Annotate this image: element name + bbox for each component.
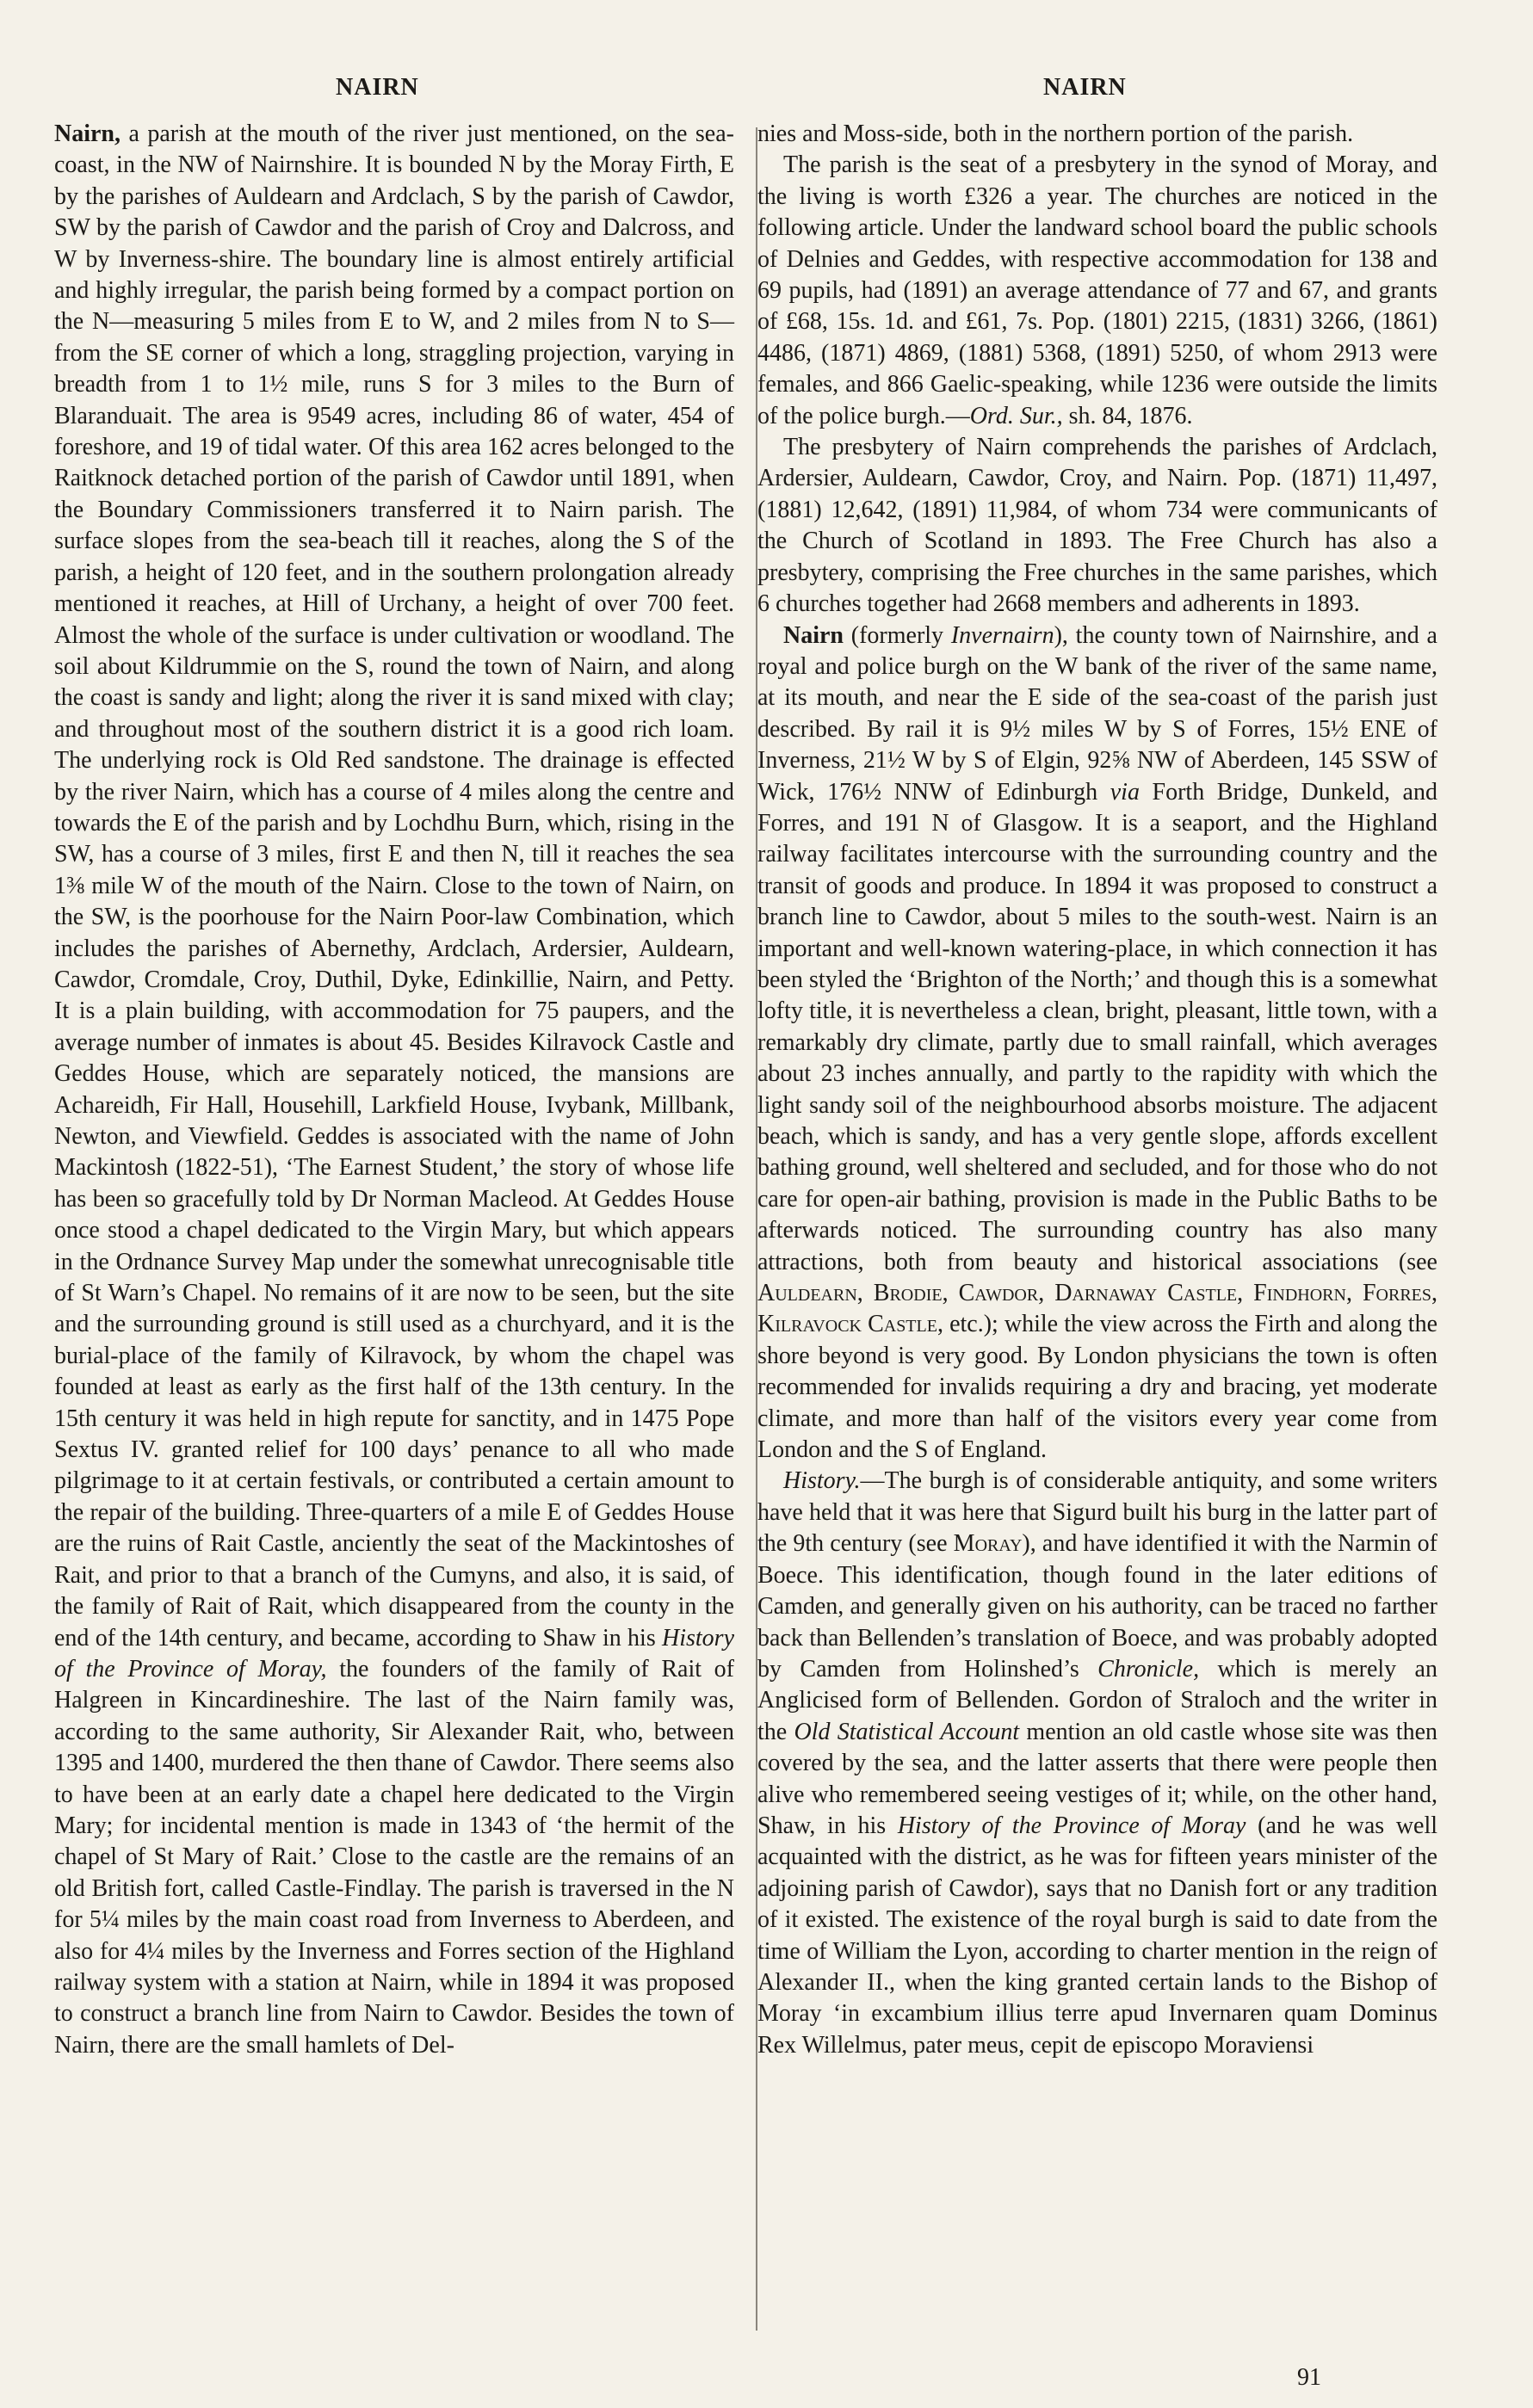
- text-run: (and he was well acquainted with the district, as he was for fifteen years minister of the adjoining parish of Cawdor), says that no Danish fort or any tradition of it existed. The existence of the royal burgh is said to date from the time of William the Lyon, according to charter mention in the reign of Alexander II., when the king granted certain lands to the Bishop of Moray ‘in excambium illius terre apud Invernaren quam Dominus Rex Willelmus, pater meus, cepit de episcopo Moraviensi: [757, 1812, 1438, 2059]
- article-nairn-town: [757, 621, 1437, 1466]
- cross-reference: Moray: [953, 1530, 1023, 1558]
- text-run: —The burgh is of considerable antiquity, and some writers have held that it was here that Sigurd built his burg in the latter part of the 9th century (see: [757, 1467, 1437, 1558]
- cross-reference: Auldearn, Brodie, Cawdor, Darnaway Castle, Findhorn, Forres, Kilravock Castle,: [757, 1280, 1437, 1338]
- italic-text: Ord. Sur.,: [969, 402, 1063, 429]
- running-head-left: NAIRN: [336, 74, 419, 101]
- left-column: [54, 119, 734, 2061]
- paragraph-continuation: [757, 119, 1437, 150]
- text-run: The parish is the seat of a presbytery in the synod of Moray, and the living is worth £326 a year. The churches are noticed in the following article. Under the landward school board the public schools of Delnies and Geddes, with respective accommodation for 138 and 69 pupils, had (1891) an average attendance of 77 and 67, and grants of £68, 15s. 1d. and £61, 7s. Pop. (1801) 2215, (1831) 3266, (1861) 4486, (1871) 4869, (1881) 5368, (1891) 5250, of whom 2913 were females, and 866 Gaelic-speaking, while 1236 were outside the limits of the police burgh.—: [757, 151, 1437, 429]
- italic-text: Chronicle,: [1097, 1655, 1200, 1683]
- page-number: 91: [1297, 2364, 1321, 2391]
- text-run: ), the county town of Nairnshire, and a royal and police burgh on the W bank of the river of the same name, at its mouth, and near the E side of the sea-coast of the parish just described. By rail it is 9½ miles W by S of Forres, 15½ ENE of Inverness, 21½ W by S of Elgin, 92⅝ NW of Aberdeen, 145 SSW of Wick, 176½ NNW of Edinburgh: [757, 621, 1437, 806]
- headword: Nairn: [783, 621, 844, 649]
- right-column: [757, 119, 1437, 2061]
- text-run: etc.); while the view across the Firth and along the shore beyond is very good. By London physicians the town is often recommended for invalids requiring a dry and bracing, yet moderate climate, and more than half of the visitors every year come from London and the S of England.: [757, 1311, 1437, 1464]
- text-run: (formerly: [844, 621, 951, 649]
- text-run: which is merely an Anglicised form of Bellenden. Gordon of Straloch and the writer in the: [757, 1655, 1437, 1745]
- article-nairn-parish: [54, 119, 734, 2061]
- running-head-right: NAIRN: [1043, 74, 1127, 101]
- italic-text: History of the Province of Moray,: [54, 1624, 734, 1683]
- italic-text: Old Statistical Account: [794, 1718, 1020, 1745]
- text-run: the founders of the family of Rait of Halgreen in Kincardineshire. The last of the Nairn family was, according to the same authority, Sir Alexander Rait, who, between 1395 and 1400, murdered the then thane of Cawdor. There seems also to have been at an early date a chapel here dedicated to the Virgin Mary; for incidental mention is made in 1343 of ‘the hermit of the chapel of St Mary of Rait.’ Close to the castle are the remains of an old British fort, called Castle-Findlay. The parish is traversed in the N for 5¼ miles by the main coast road from Inverness to Aberdeen, and also for 4¼ miles by the Inverness and Forres section of the Highland railway system with a station at Nairn, while in 1894 it was proposed to construct a branch line from Nairn to Cawdor. Besides the town of Nairn, there are the small hamlets of Del-: [54, 1655, 734, 2059]
- text-run: Forth Bridge, Dunkeld, and Forres, and 191 N of Glasgow. It is a seaport, and the Highland railway facilitates intercourse with the surrounding country and the transit of goods and produce. In 1894 it was proposed to construct a branch line to Cawdor, about 5 miles to the south-west. Nairn is an important and well-known watering-place, in which connection it has been styled the ‘Brighton of the North;’ and though this is a somewhat lofty title, it is nevertheless a clean, bright, pleasant, little town, with a remarkably dry climate, partly due to small rainfall, which averages about 23 inches annually, and partly to the rapidity with which the light sandy soil of the neighbourhood absorbs moisture. The adjacent beach, which is sandy, and has a very gentle slope, affords excellent bathing ground, well sheltered and secluded, and for those who do not care for open-air bathing, provision is made in the Public Baths to be afterwards noticed. The surrounding country has also many attractions, both from beauty and historical associations (see: [757, 778, 1437, 1275]
- paragraph-presbytery-of-nairn: [757, 432, 1437, 620]
- headword: Nairn,: [54, 120, 121, 147]
- paragraph-history: [757, 1466, 1437, 2061]
- italic-text: Invernairn: [950, 621, 1054, 649]
- text-run: a parish at the mouth of the river just mentioned, on the sea-coast, in the NW of Nairnshire. It is bounded N by the Moray Firth, E by the parishes of Auldearn and Ardclach, S by the parish of Cawdor, SW by the parish of Cawdor and the parish of Croy and Dalcross, and W by Inverness-shire. The boundary line is almost entirely artificial and highly irregular, the parish being formed by a compact portion on the N—measuring 5 miles from E to W, and 2 miles from N to S—from the SE corner of which a long, straggling projection, varying in breadth from 1 to 1½ mile, runs S for 3 miles to the Burn of Blaranduait. The area is 9549 acres, including 86 of water, 454 of foreshore, and 19 of tidal water. Of this area 162 acres belonged to the Raitknock detached portion of the parish of Cawdor until 1891, when the Boundary Commissioners transferred it to Nairn parish. The surface slopes from the sea-beach till it reaches, along the S of the parish, a height of 120 feet, and in the southern prolongation already mentioned it reaches, at Hill of Urchany, a height of over 700 feet. Almost the whole of the surface is under cultivation or woodland. The soil about Kildrummie on the S, round the town of Nairn, and along the coast is sandy and light; along the river it is sand mixed with clay; and throughout most of the southern district it is a good rich loam. The underlying rock is Old Red sandstone. The drainage is effected by the river Nairn, which has a course of 4 miles along the centre and towards the E of the parish and by Lochdhu Burn, which, rising in the SW, has a course of 3 miles, first E and then N, till it reaches the sea 1⅜ mile W of the mouth of the Nairn. Close to the town of Nairn, on the SW, is the poorhouse for the Nairn Poor-law Combination, which includes the parishes of Abernethy, Ardclach, Ardersier, Auldearn, Cawdor, Cromdale, Croy, Duthil, Dyke, Edinkillie, Nairn, and Petty. It is a plain building, with accommodation for 75 paupers, and the average number of inmates is about 45. Besides Kilravock Castle and Geddes House, which are separately noticed, the mansions are Achareidh, Fir Hall, Househill, Larkfield House, Ivybank, Millbank, Newton, and Viewfield. Geddes is associated with the name of John Mackintosh (1822-51), ‘The Earnest Student,’ the story of whose life has been so gracefully told by Dr Norman Macleod. At Geddes House once stood a chapel dedicated to the Virgin Mary, but which appears in the Ordnance Survey Map under the somewhat unrecognisable title of St Warn’s Chapel. No remains of it are now to be seen, but the site and the surrounding ground is still used as a churchyard, and it is the burial-place of the family of Kilravock, by whom the chapel was founded at least as early as the first half of the 13th century. In the 15th century it was held in high repute for sanctity, and in 1475 Pope Sextus IV. granted relief for 100 days’ penance to all who made pilgrimage to it at certain festivals, or contributed a certain amount to the repair of the building. Three-quarters of a mile E of Geddes House are the ruins of Rait Castle, anciently the seat of the Mackintoshes of Rait, and prior to that a branch of the Cumyns, and also, it is said, of the family of Rait of Rait, which disappeared from the county in the end of the 14th century, and became, according to Shaw in his: [54, 120, 734, 1652]
- italic-text: History.: [783, 1467, 861, 1495]
- italic-text: via: [1110, 778, 1140, 806]
- italic-text: History of the Province of Moray: [897, 1812, 1246, 1839]
- text-run: The presbytery of Nairn comprehends the parishes of Ardclach, Ardersier, Auldearn, Cawdor, Croy, and Nairn. Pop. (1871) 11,497, (1881) 12,642, (1891) 11,984, of whom 734 were communicants of the Church of Scotland in 1893. The Free Church has also a presbytery, comprising the Free churches in the same parishes, which 6 churches together had 2668 members and adherents in 1893.: [757, 434, 1437, 618]
- text-run: nies and Moss-side, both in the northern portion of the parish.: [757, 120, 1354, 147]
- text-run: mention an old castle whose site was then covered by the sea, and the latter asserts that there were people then alive who remembered seeing vestiges of it; while, on the other hand, Shaw, in his: [757, 1718, 1437, 1839]
- text-run: sh. 84, 1876.: [1062, 402, 1193, 429]
- paragraph-presbytery-living: [757, 150, 1437, 432]
- text-run: ), and have identified it with the Narmin of Boece. This identification, though found in the later editions of Camden, and generally given on his authority, can be traced no farther back than Bellenden’s translation of Boece, and was probably adopted by Camden from Holinshed’s: [757, 1530, 1437, 1683]
